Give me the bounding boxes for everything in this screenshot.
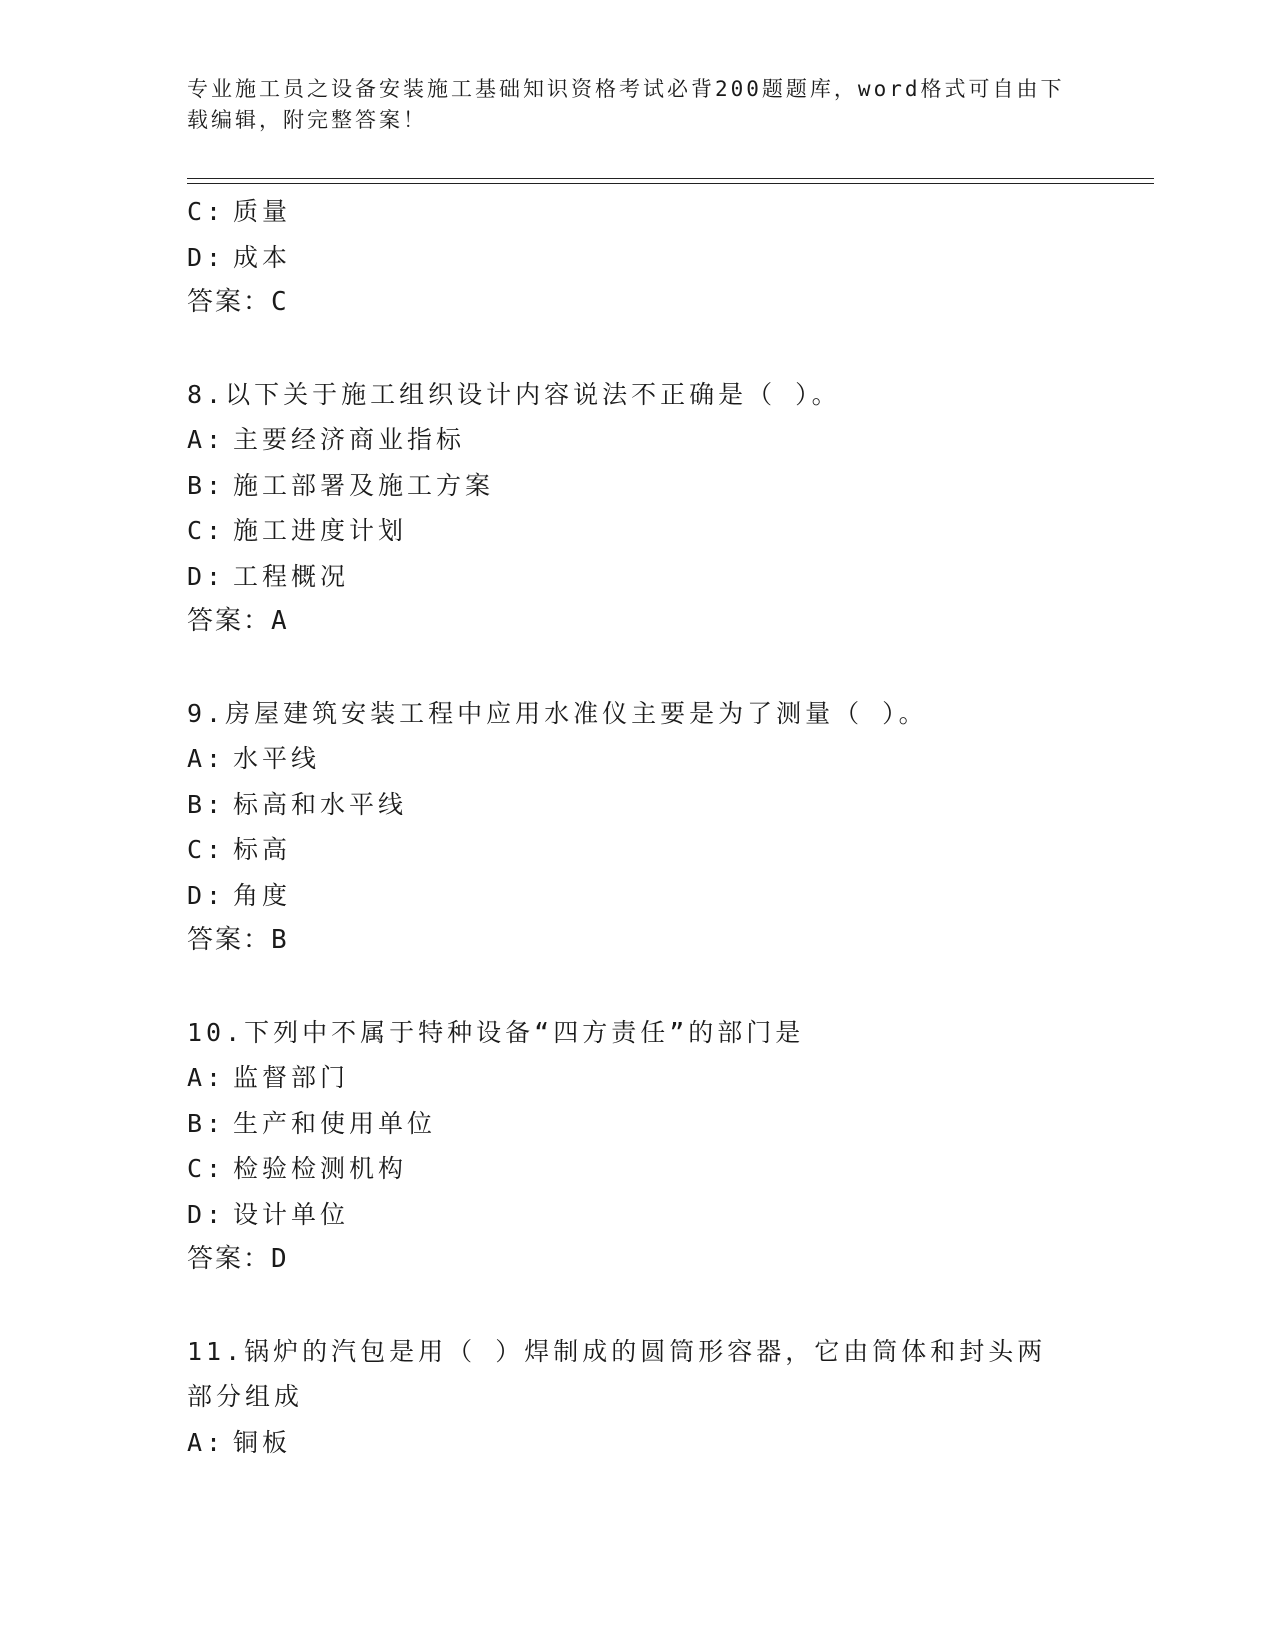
option-text: 质量 (233, 197, 292, 226)
option-b (187, 782, 1067, 828)
option-text: 成本 (233, 242, 292, 272)
option-a (187, 1420, 1067, 1466)
option-d (187, 873, 1067, 919)
answer: 答案：D (187, 1244, 289, 1274)
option-d (187, 235, 1067, 281)
question-list (187, 189, 1067, 1465)
question-stem: 10.下列中不属于特种设备“四方责任”的部门是 (187, 1017, 805, 1047)
option-d (187, 1192, 1067, 1238)
option-text: 检验检测机构 (233, 1154, 408, 1183)
question-stem: 9.房屋建筑安装工程中应用水准仪主要是为了测量（ ）。 (187, 698, 928, 728)
partial-question (187, 189, 1067, 326)
option-text: 标高和水平线 (233, 789, 408, 819)
option-a (187, 736, 1067, 782)
option-b (187, 463, 1067, 509)
option-key: B: (187, 1108, 226, 1138)
option-c (187, 189, 1067, 235)
option-text: 生产和使用单位 (233, 1108, 437, 1138)
question-11 (187, 1329, 1067, 1466)
option-d (187, 554, 1067, 600)
option-text: 工程概况 (233, 561, 350, 591)
spacer (187, 1283, 1067, 1329)
option-text: 水平线 (233, 744, 321, 773)
option-key: D: (187, 242, 226, 272)
option-c (187, 827, 1067, 873)
option-key: D: (187, 1199, 226, 1229)
option-key: C: (187, 197, 226, 226)
option-text: 铜板 (233, 1427, 292, 1457)
document-title: 专业施工员之设备安装施工基础知识资格考试必背200题题库，word格式可自由下载编辑，附完整答案！ (187, 77, 1065, 132)
option-c (187, 508, 1067, 554)
option-key: D: (187, 561, 226, 591)
question-stem: 8.以下关于施工组织设计内容说法不正确是（ ）。 (187, 379, 841, 409)
option-key: B: (187, 470, 226, 500)
answer: 答案：C (187, 287, 289, 317)
answer: 答案：B (187, 925, 289, 955)
option-text: 角度 (233, 880, 292, 910)
option-text: 主要经济商业指标 (233, 425, 466, 454)
option-text: 施工部署及施工方案 (233, 470, 495, 500)
option-key: A: (187, 744, 226, 773)
option-key: C: (187, 835, 226, 864)
option-text: 设计单位 (233, 1199, 350, 1229)
spacer (187, 326, 1067, 372)
option-key: A: (187, 1427, 226, 1457)
question-stem: 11.锅炉的汽包是用（ ）焊制成的圆筒形容器，它由筒体和封头两部分组成 (187, 1336, 1047, 1411)
spacer (187, 964, 1067, 1010)
option-key: A: (187, 1063, 226, 1092)
option-text: 施工进度计划 (233, 516, 408, 545)
option-c (187, 1146, 1067, 1192)
document-header (187, 74, 1067, 136)
option-key: D: (187, 880, 226, 910)
option-key: B: (187, 789, 226, 819)
question-10 (187, 1010, 1067, 1283)
option-key: A: (187, 425, 226, 454)
option-b (187, 1101, 1067, 1147)
option-a (187, 417, 1067, 463)
answer: 答案：A (187, 606, 289, 636)
question-8 (187, 372, 1067, 645)
spacer (187, 645, 1067, 691)
option-key: C: (187, 1154, 226, 1183)
header-divider-top (187, 178, 1154, 179)
question-9 (187, 691, 1067, 964)
header-divider-bottom (187, 183, 1154, 184)
option-text: 标高 (233, 835, 292, 864)
option-text: 监督部门 (233, 1063, 350, 1092)
option-key: C: (187, 516, 226, 545)
option-a (187, 1055, 1067, 1101)
